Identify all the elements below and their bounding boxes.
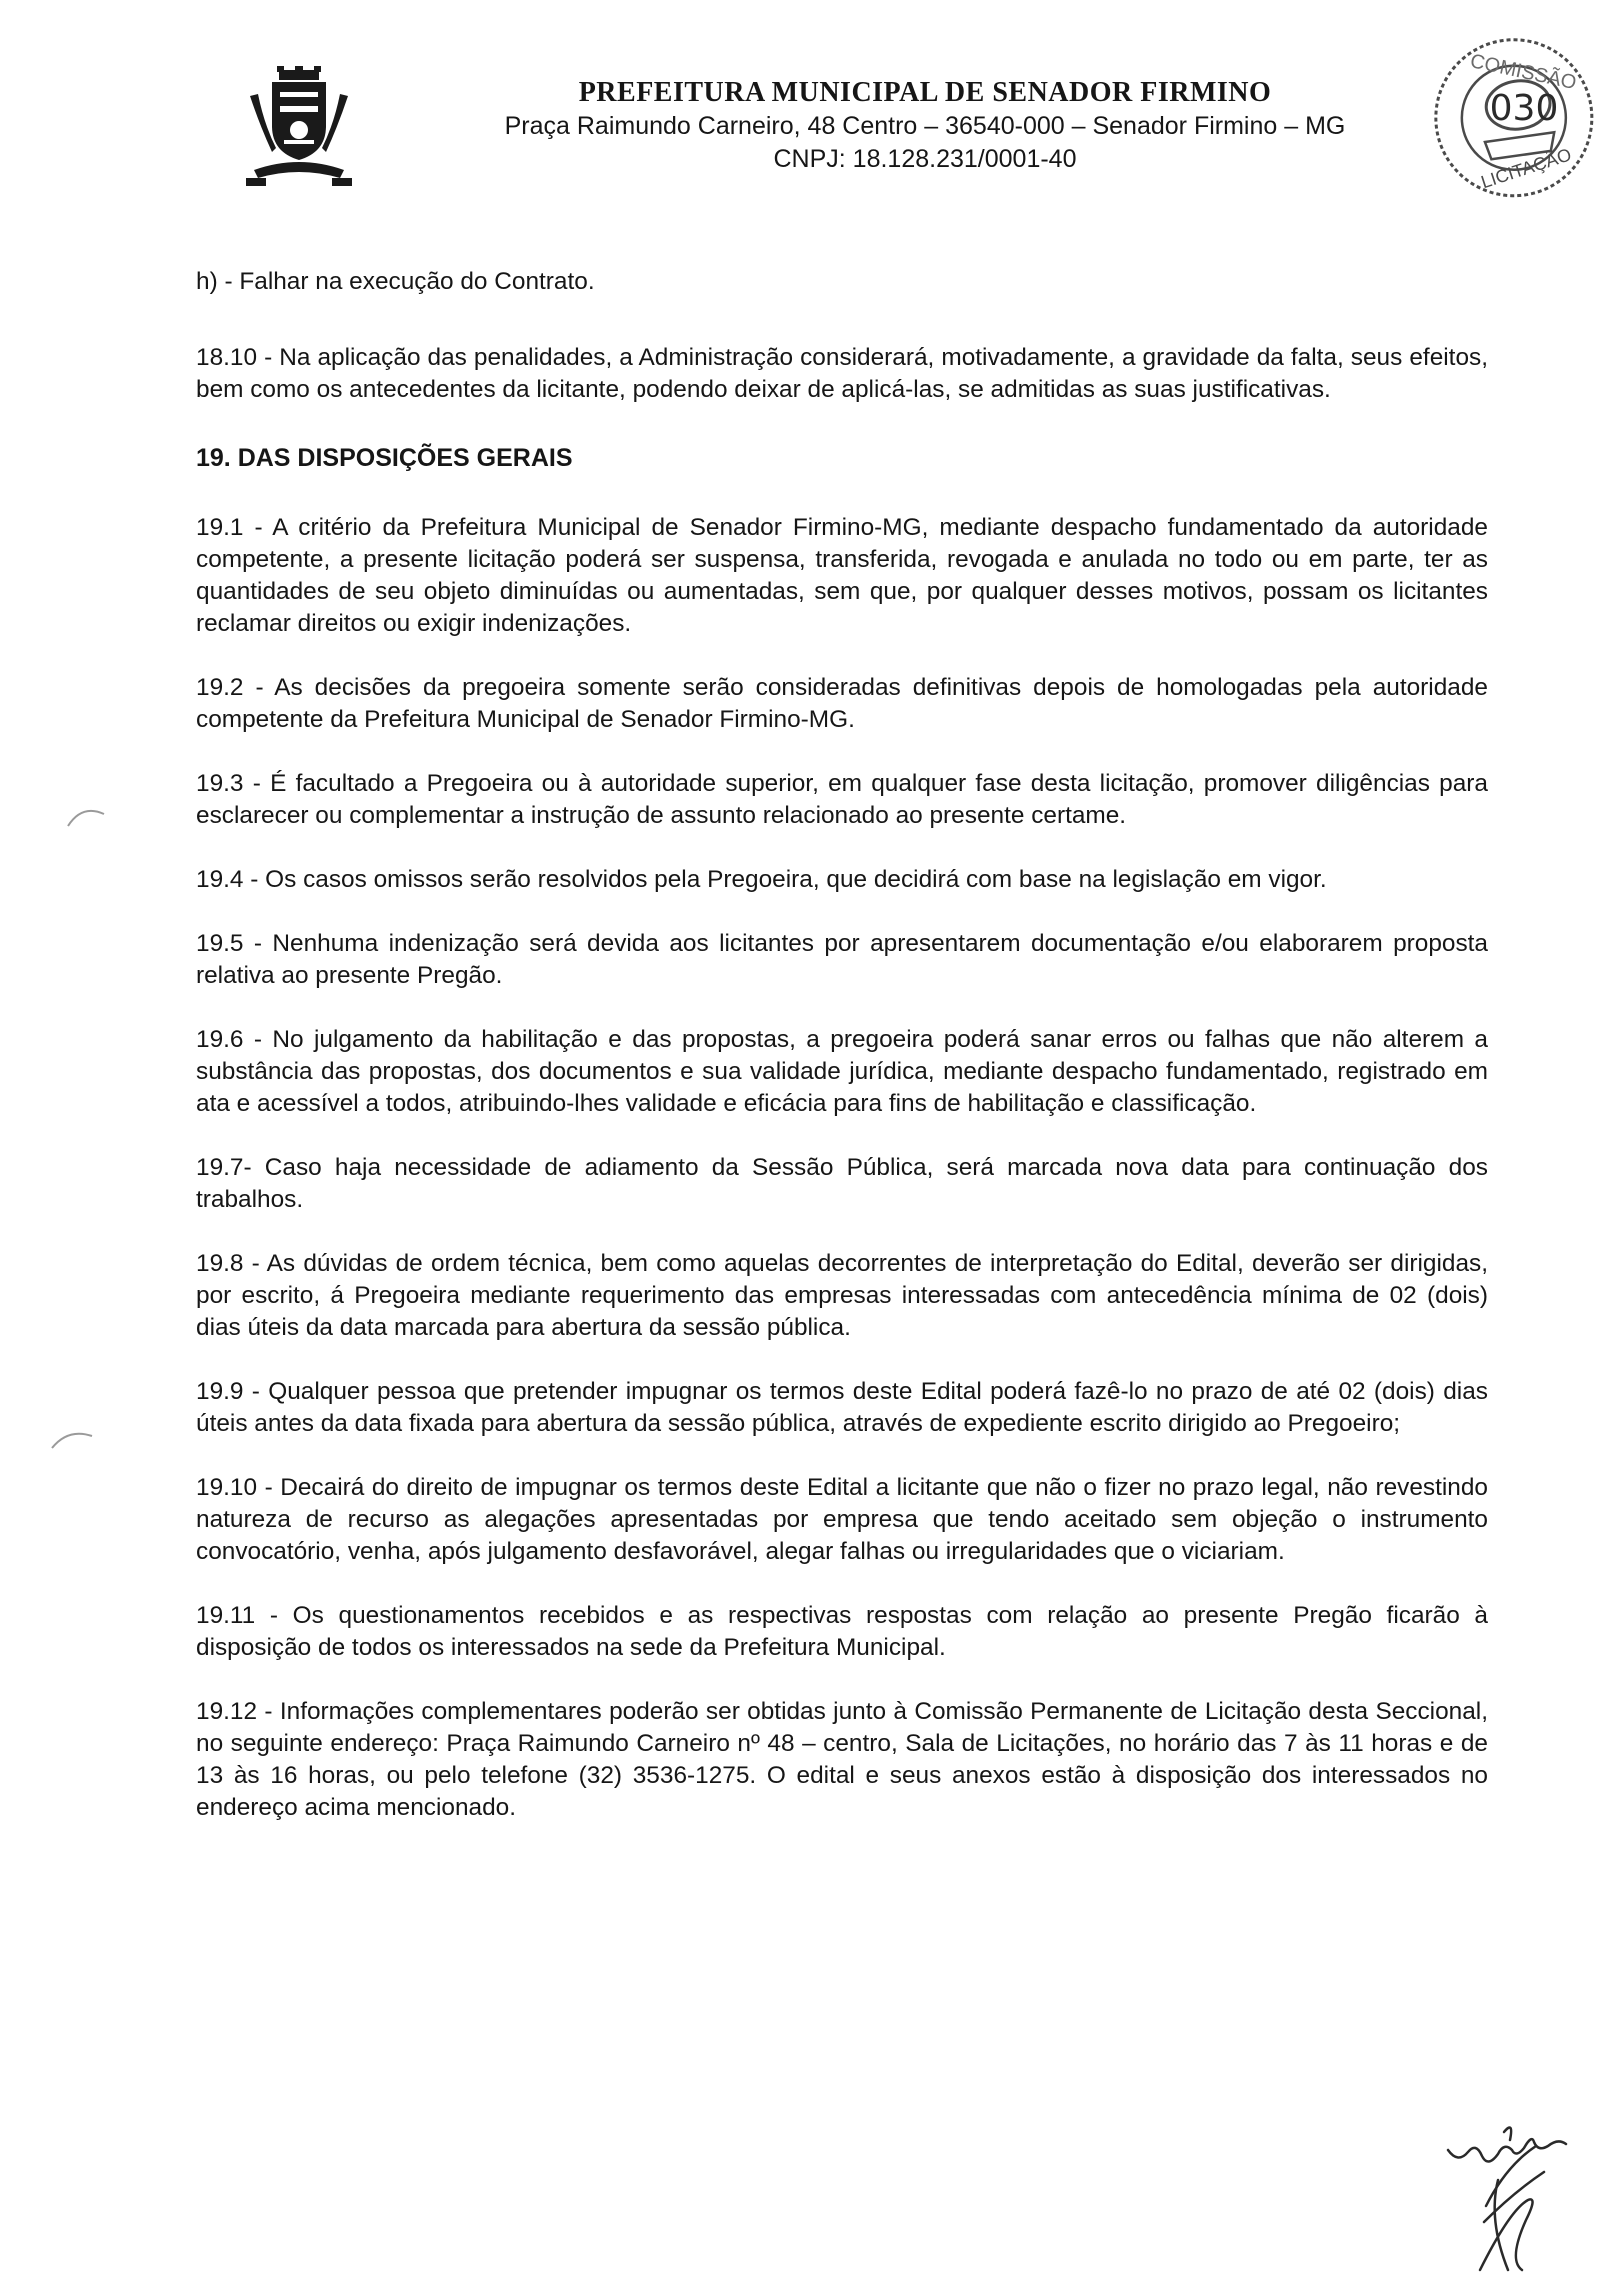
stamp-number: 030	[1489, 88, 1559, 129]
signature-initials	[1440, 2110, 1600, 2276]
commission-stamp	[1424, 26, 1600, 212]
clause-19-2: 19.2 - As decisões da pregoeira somente serão consideradas definitivas depois de homologadas pela autoridade competente da Prefeitura Municipal de Senador Firmino-MG.	[196, 674, 1488, 733]
clause-19-11: 19.11 - Os questionamentos recebidos e as respectivas respostas com relação ao presente Pregão ficarão à disposição de todos os interessados na sede da Prefeitura Municipal.	[196, 1602, 1488, 1661]
clause-19-8: 19.8 - As dúvidas de ordem técnica, bem como aquelas decorrentes de interpretação do Edital, deverão ser dirigidas, por escrito, á Pregoeira mediante requerimento das empresas interessadas com antecedência mínima de 02 (dois) dias úteis da data marcada para abertura da sessão pública.	[196, 1250, 1488, 1341]
clause-19-10: 19.10 - Decairá do direito de impugnar os termos deste Edital a licitante que não o fizer no prazo legal, não revestindo natureza de recurso as alegações apresentadas por empresa que tendo aceitado sem objeção o instrumento convocatório, venha, após julgamento desfavorável, alegar falhas ou irregularidades que o viciariam.	[196, 1474, 1488, 1565]
section-heading-19: 19. DAS DISPOSIÇÕES GERAIS	[196, 444, 573, 472]
letterhead-address: Praça Raimundo Carneiro, 48 Centro – 36540-000 – Senador Firmino – MG	[504, 112, 1346, 140]
clause-19-4: 19.4 - Os casos omissos serão resolvidos pela Pregoeira, que decidirá com base na legislação em vigor.	[196, 866, 1327, 893]
clause-19-7: 19.7- Caso haja necessidade de adiamento da Sessão Pública, será marcada nova data para continuação dos trabalhos.	[196, 1154, 1488, 1213]
coat-of-arms-icon	[244, 66, 354, 194]
clause-h: h) - Falhar na execução do Contrato.	[196, 268, 595, 295]
letterhead	[420, 76, 1430, 176]
clause-19-5: 19.5 - Nenhuma indenização será devida aos licitantes por apresentarem documentação e/ou elaborarem proposta relativa ao presente Pregão.	[196, 930, 1488, 989]
letterhead-cnpj: CNPJ: 18.128.231/0001-40	[773, 145, 1077, 173]
clause-19-12: 19.12 - Informações complementares poderão ser obtidas junto à Comissão Permanente de Licitação desta Seccional, no seguinte endereço: Praça Raimundo Carneiro nº 48 – centro, Sala de Licitações, no horário das 7 às 11 horas e de 13 às 16 horas, ou pelo telefone (32) 3536-1275. O edital e seus anexos estão à disposição dos interessados no endereço acima mencionado.	[196, 1698, 1488, 1821]
stamp-top-text: COMISSÃO	[1468, 50, 1579, 95]
stamp-bottom-text: LICITAÇÃO	[1478, 144, 1574, 193]
document-body	[196, 266, 1488, 1824]
punch-mark	[50, 1428, 94, 1450]
clause-19-9: 19.9 - Qualquer pessoa que pretender impugnar os termos deste Edital poderá fazê-lo no prazo de até 02 (dois) dias úteis antes da data fixada para abertura da sessão pública, através de expediente escrito dirigido ao Pregoeiro;	[196, 1378, 1488, 1437]
clause-19-1: 19.1 - A critério da Prefeitura Municipal de Senador Firmino-MG, mediante despacho fundamentado da autoridade competente, a presente licitação poderá ser suspensa, transferida, revogada e anulada no todo ou em parte, ter as quantidades de seu objeto diminuídas ou aumentadas, sem que, por qualquer desses motivos, possam os licitantes reclamar direitos ou exigir indenizações.	[196, 514, 1488, 637]
clause-19-3: 19.3 - É facultado a Pregoeira ou à autoridade superior, em qualquer fase desta licitação, promover diligências para esclarecer ou complementar a instrução de assunto relacionado ao presente certame.	[196, 770, 1488, 829]
clause-19-6: 19.6 - No julgamento da habilitação e das propostas, a pregoeira poderá sanar erros ou falhas que não alterem a substância das propostas, dos documentos e sua validade jurídica, mediante despacho fundamentado, registrado em ata e acessível a todos, atribuindo-lhes validade e eficácia para fins de habilitação e classificação.	[196, 1026, 1488, 1117]
clause-18-10: 18.10 - Na aplicação das penalidades, a Administração considerará, motivadamente, a gravidade da falta, seus efeitos, bem como os antecedentes da licitante, podendo deixar de aplicá-las, se admitidas as suas justificativas.	[196, 344, 1488, 403]
letterhead-title: PREFEITURA MUNICIPAL DE SENADOR FIRMINO	[578, 77, 1272, 108]
punch-mark	[66, 804, 106, 828]
